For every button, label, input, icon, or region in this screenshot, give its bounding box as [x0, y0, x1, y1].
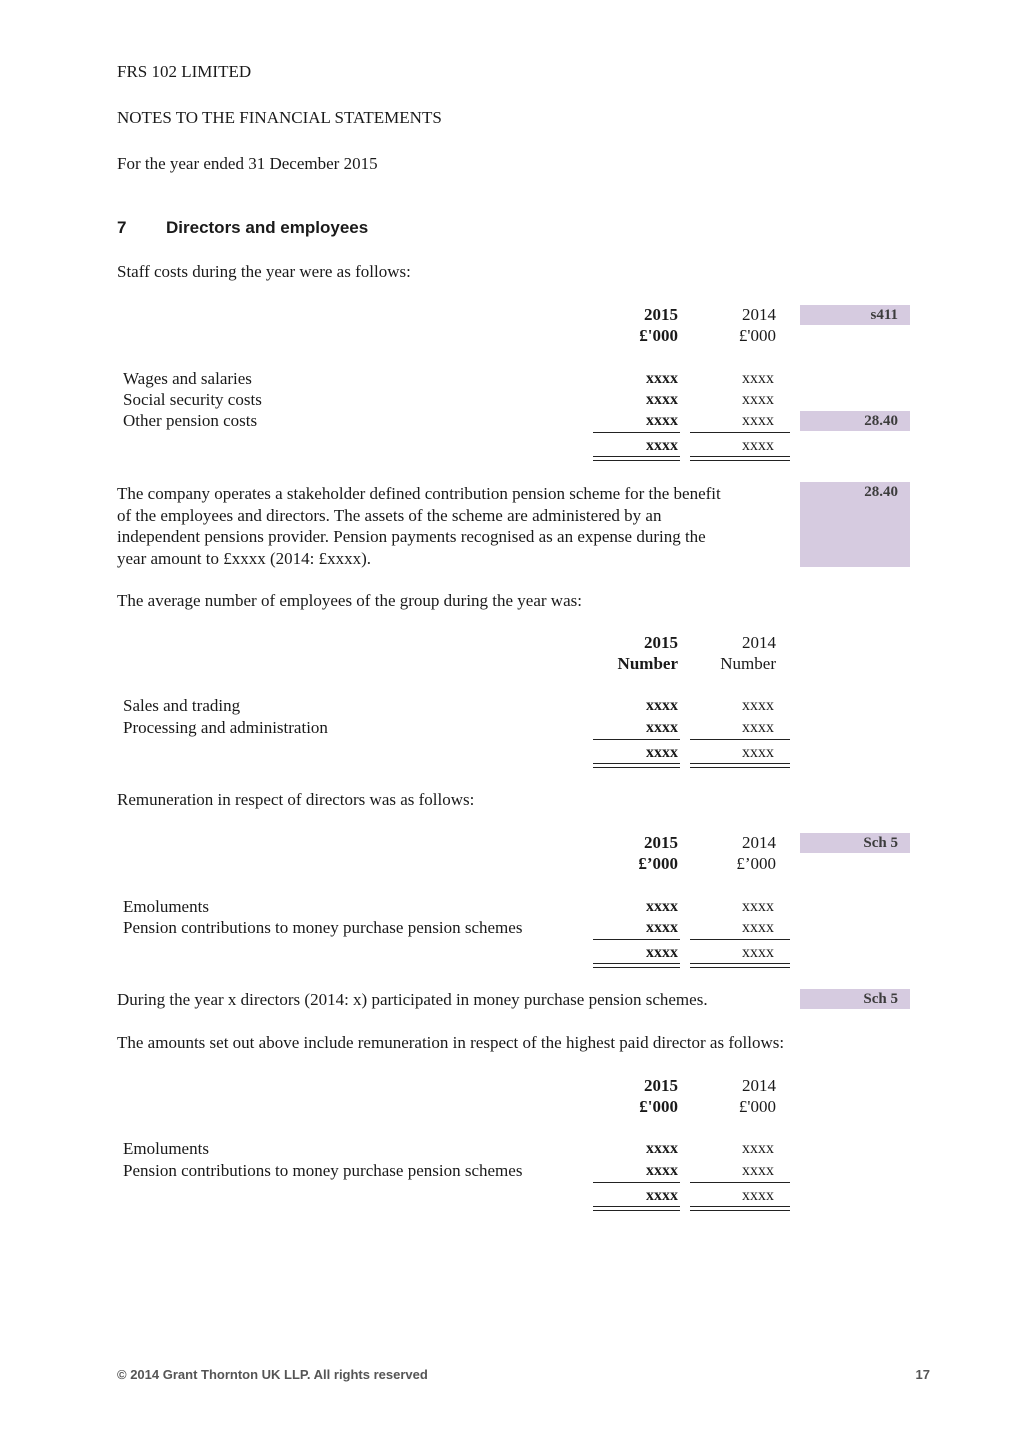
staff-row-value-2014: xxxx: [742, 370, 774, 387]
directors-total-2015: xxxx: [646, 944, 678, 961]
paragraph-line: The company operates a stakeholder defined contribution pension scheme for the benefit: [117, 484, 721, 503]
staff-row-value-2015: xxxx: [646, 370, 678, 387]
directors-row-value-2015: xxxx: [646, 919, 678, 936]
total-double-rule: [690, 963, 790, 968]
subtotal-rule: [690, 939, 790, 940]
directors-pension-note: During the year x directors (2014: x) participated in money purchase pension schemes.: [117, 990, 708, 1009]
total-double-rule: [593, 763, 680, 768]
total-double-rule: [593, 963, 680, 968]
staff-row-label: Wages and salaries: [123, 369, 252, 388]
highest-paid-unit-2014: £'000: [738, 1097, 776, 1116]
directors-row-value-2014: xxxx: [742, 919, 774, 936]
staff-row-value-2014: xxxx: [742, 412, 774, 429]
total-double-rule: [593, 456, 680, 461]
subtotal-rule: [593, 432, 680, 433]
directors-row-label: Pension contributions to money purchase pension schemes: [123, 918, 523, 937]
employees-row-value-2015: xxxx: [646, 719, 678, 736]
highest-paid-row-label: Pension contributions to money purchase pension schemes: [123, 1161, 523, 1180]
employees-row-label: Sales and trading: [123, 696, 241, 715]
directors-unit-2015: £’000: [638, 854, 678, 873]
footer-page-number: 17: [915, 1367, 930, 1382]
staff-ref-badge: s411: [800, 305, 910, 325]
directors-total-2014: xxxx: [742, 944, 774, 961]
highest-paid-row-value-2014: xxxx: [742, 1162, 774, 1179]
staff-costs-intro: Staff costs during the year were as follows:: [117, 262, 411, 281]
employees-total-2014: xxxx: [742, 744, 774, 761]
employees-row-value-2014: xxxx: [742, 719, 774, 736]
highest-paid-row-label: Emoluments: [123, 1139, 209, 1158]
staff-total-2015: xxxx: [646, 437, 678, 454]
staff-col-2015: 2015: [644, 305, 678, 324]
subtotal-rule: [690, 432, 790, 433]
staff-row-value-2014: xxxx: [742, 391, 774, 408]
total-double-rule: [690, 456, 790, 461]
employees-row-label: Processing and administration: [123, 718, 328, 737]
directors-row-value-2015: xxxx: [646, 898, 678, 915]
staff-unit-2014: £'000: [738, 326, 776, 345]
highest-paid-intro: The amounts set out above include remuneration in respect of the highest paid director as follows:: [117, 1033, 785, 1052]
directors-col-2014: 2014: [742, 833, 776, 852]
notes-title: NOTES TO THE FINANCIAL STATEMENTS: [117, 108, 442, 127]
footer-copyright: © 2014 Grant Thornton UK LLP. All rights reserved: [117, 1367, 428, 1382]
total-double-rule: [593, 1206, 680, 1211]
highest-paid-total-2015: xxxx: [646, 1187, 678, 1204]
staff-row-label: Social security costs: [123, 390, 262, 409]
highest-paid-col-2014: 2014: [742, 1076, 776, 1095]
subtotal-rule: [593, 1182, 680, 1183]
directors-row-value-2014: xxxx: [742, 898, 774, 915]
highest-paid-total-2014: xxxx: [742, 1187, 774, 1204]
paragraph-line: of the employees and directors. The assets of the scheme are administered by an: [117, 505, 662, 525]
employees-total-2015: xxxx: [646, 744, 678, 761]
employees-row-value-2014: xxxx: [742, 697, 774, 714]
subtotal-rule: [690, 1182, 790, 1183]
staff-row-label: Other pension costs: [123, 411, 258, 430]
subtotal-rule: [690, 739, 790, 740]
directors-col-2015: 2015: [644, 833, 678, 852]
staff-row-value-2015: xxxx: [646, 412, 678, 429]
staff-unit-2015: £'000: [639, 326, 678, 345]
section-title: Directors and employees: [166, 218, 369, 237]
period-text: For the year ended 31 December 2015: [117, 154, 378, 173]
directors-note-ref-badge: Sch 5: [800, 989, 910, 1009]
highest-paid-row-value-2014: xxxx: [742, 1140, 774, 1157]
pension-paragraph-ref-badge: 28.40: [800, 482, 910, 567]
pension-paragraph: [117, 483, 792, 569]
company-name: FRS 102 LIMITED: [117, 62, 252, 81]
subtotal-rule: [593, 939, 680, 940]
paragraph-line: year amount to £xxxx (2014: £xxxx).: [117, 548, 372, 568]
highest-paid-row-value-2015: xxxx: [646, 1162, 678, 1179]
section-number: 7: [117, 218, 127, 237]
employees-col-2014: 2014: [742, 633, 776, 652]
directors-row-label: Emoluments: [123, 897, 209, 916]
total-double-rule: [690, 1206, 790, 1211]
employees-unit-2014: Number: [720, 654, 776, 673]
subtotal-rule: [593, 739, 680, 740]
employees-intro: The average number of employees of the group during the year was:: [117, 591, 582, 610]
directors-intro: Remuneration in respect of directors was as follows:: [117, 790, 475, 809]
directors-unit-2014: £’000: [736, 854, 776, 873]
total-double-rule: [690, 763, 790, 768]
highest-paid-row-value-2015: xxxx: [646, 1140, 678, 1157]
pension-costs-ref-badge: 28.40: [800, 411, 910, 431]
highest-paid-col-2015: 2015: [644, 1076, 678, 1095]
staff-total-2014: xxxx: [742, 437, 774, 454]
highest-paid-unit-2015: £'000: [639, 1097, 678, 1116]
staff-col-2014: 2014: [742, 305, 776, 324]
employees-row-value-2015: xxxx: [646, 697, 678, 714]
employees-col-2015: 2015: [644, 633, 678, 652]
staff-row-value-2015: xxxx: [646, 391, 678, 408]
directors-ref-badge: Sch 5: [800, 833, 910, 853]
employees-unit-2015: Number: [617, 654, 678, 673]
paragraph-line: independent pensions provider. Pension payments recognised as an expense during the: [117, 527, 706, 546]
